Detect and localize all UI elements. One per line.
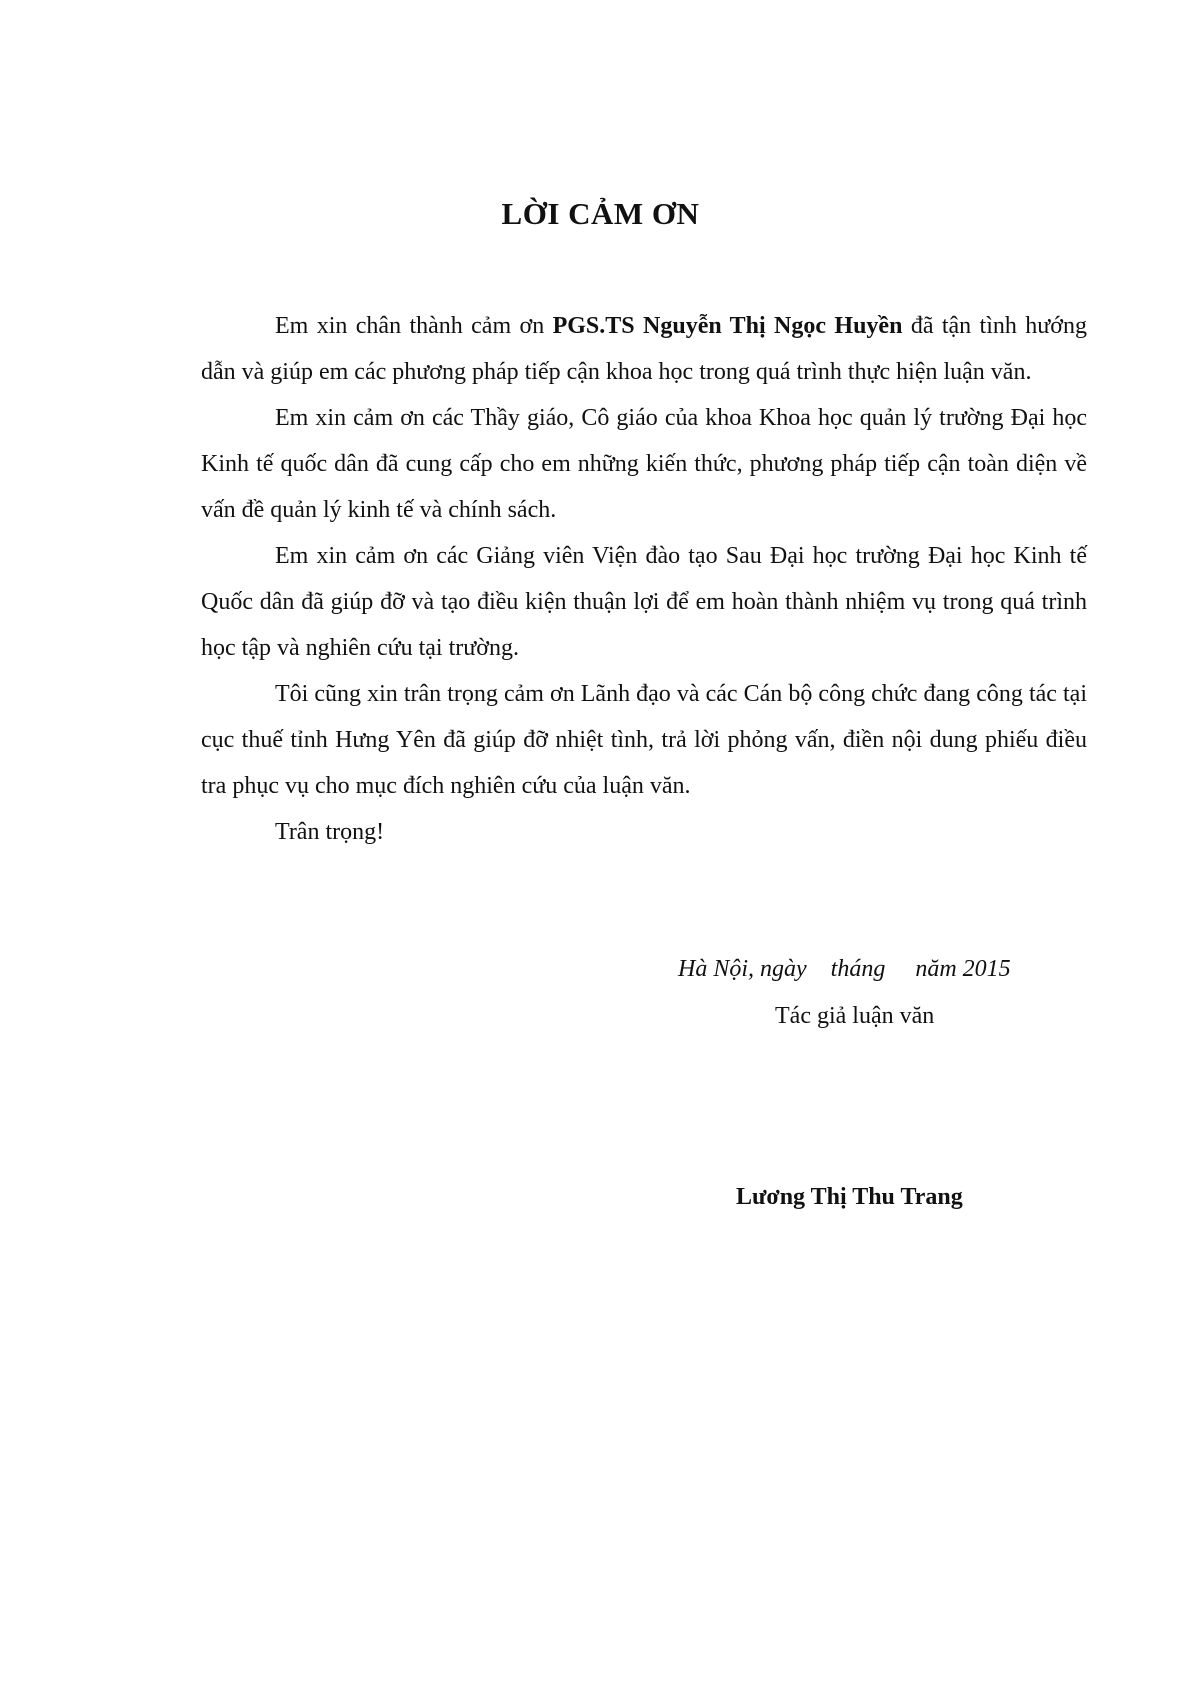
paragraph-institute: Em xin cảm ơn các Giảng viên Viện đào tạo Sau Đại học trường Đại học Kinh tế Quốc dân đã giúp đỡ và tạo điều kiện thuận lợi để em hoàn thành nhiệm vụ trong quá trình học tập và nghiên cứu tại trường.: [201, 543, 1087, 661]
supervisor-name: PGS.TS Nguyễn Thị Ngọc Huyền: [552, 313, 903, 339]
author-name: Lương Thị Thu Trang: [736, 1184, 963, 1210]
date-line: Hà Nội, ngày tháng năm 2015: [678, 956, 1011, 982]
paragraph-supervisor-after: đã tận tình hướng dẫn và giúp em các phương pháp tiếp cận khoa học trong quá trình thực hiện luận văn.: [201, 313, 1087, 385]
paragraph-supervisor-before: Em xin chân thành cảm ơn: [275, 313, 553, 339]
paragraph-supervisor: [201, 303, 1087, 395]
closing-text: Trân trọng!: [275, 819, 385, 845]
acknowledgement-body: [201, 303, 1087, 855]
paragraph-faculty: Em xin cảm ơn các Thầy giáo, Cô giáo của khoa Khoa học quản lý trường Đại học Kinh tế quốc dân đã cung cấp cho em những kiến thức, phương pháp tiếp cận toàn diện về vấn đề quản lý kinh tế và chính sách.: [201, 405, 1087, 523]
author-role: Tác giả luận văn: [775, 1003, 935, 1029]
page-title: LỜI CẢM ƠN: [501, 196, 700, 231]
paragraph-tax-office: Tôi cũng xin trân trọng cảm ơn Lãnh đạo và các Cán bộ công chức đang công tác tại cục thuế tỉnh Hưng Yên đã giúp đỡ nhiệt tình, trả lời phỏng vấn, điền nội dung phiếu điều tra phục vụ cho mục đích nghiên cứu của luận văn.: [201, 681, 1087, 799]
